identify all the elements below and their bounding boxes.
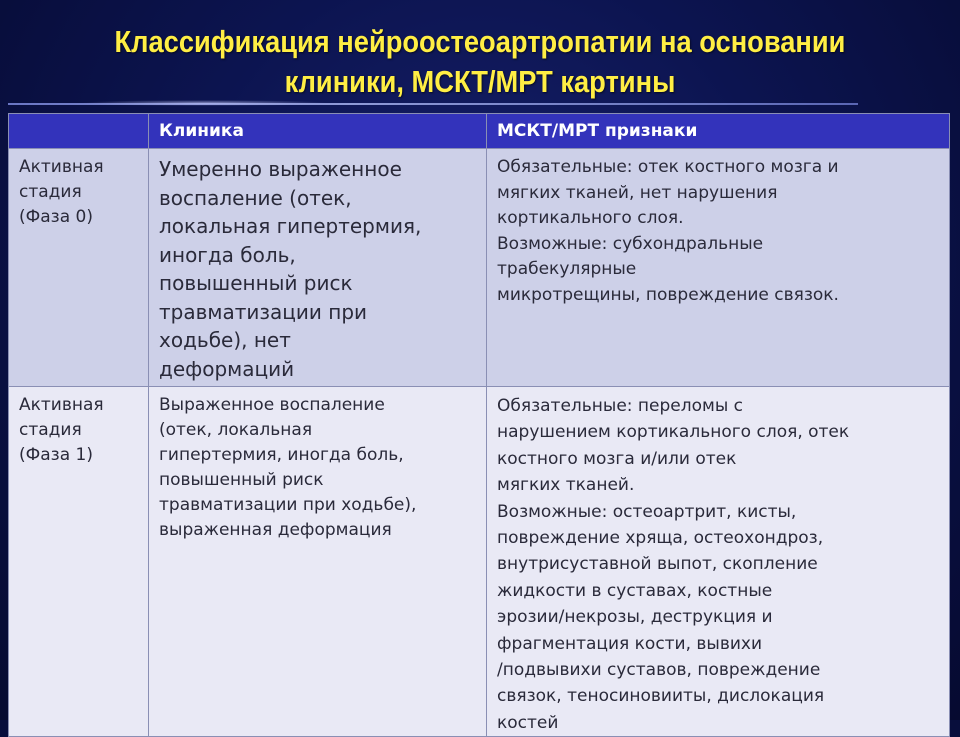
clinic-line: выраженная деформация bbox=[159, 520, 392, 540]
header-clinic: Клиника bbox=[149, 114, 487, 149]
signs-line: Возможные: остеоартрит, кисты, bbox=[497, 501, 797, 522]
clinic-line: травматизации при bbox=[159, 299, 368, 324]
signs-line: фрагментация кости, вывихи bbox=[497, 633, 763, 654]
table-row-phase-1 bbox=[9, 387, 950, 737]
header-signs: МСКТ/МРТ признаки bbox=[487, 114, 950, 149]
signs-line: костного мозга и/или отек bbox=[497, 448, 737, 469]
signs-line: мягких тканей, нет нарушения bbox=[497, 182, 778, 203]
stage-line: Активная bbox=[19, 157, 104, 177]
signs-line: костей bbox=[497, 712, 559, 733]
header-stage bbox=[9, 114, 149, 149]
slide-title bbox=[58, 22, 903, 102]
title-divider-glow bbox=[80, 100, 330, 106]
table-header-row bbox=[9, 114, 950, 149]
signs-line: трабекулярные bbox=[497, 259, 637, 279]
stage-cell bbox=[9, 387, 149, 737]
stage-line: стадия bbox=[19, 420, 82, 440]
signs-line: повреждение хряща, остеохондроз, bbox=[497, 528, 824, 549]
signs-line: микротрещины, повреждение связок. bbox=[497, 284, 839, 305]
clinic-cell bbox=[149, 149, 487, 387]
clinic-line: деформаций bbox=[159, 356, 295, 381]
signs-line: кортикального слоя. bbox=[497, 208, 684, 228]
signs-line: Обязательные: отек костного мозга и bbox=[497, 157, 839, 177]
stage-line: стадия bbox=[19, 182, 82, 202]
signs-line: жидкости в суставах, костные bbox=[497, 580, 773, 601]
signs-cell bbox=[487, 387, 950, 737]
clinic-line: повышенный риск bbox=[159, 271, 353, 295]
classification-table bbox=[8, 113, 950, 737]
signs-cell bbox=[487, 149, 950, 387]
clinic-line: (отек, локальная bbox=[159, 420, 313, 440]
clinic-line: воспаление (отек, bbox=[159, 185, 352, 210]
stage-line: Активная bbox=[19, 395, 104, 415]
clinic-line: Умеренно выраженное bbox=[159, 157, 402, 181]
table-row-phase-0 bbox=[9, 149, 950, 387]
signs-line: мягких тканей. bbox=[497, 475, 635, 496]
clinic-line: ходьбе), нет bbox=[159, 328, 291, 352]
stage-line: (Фаза 1) bbox=[19, 445, 93, 465]
clinic-line: локальная гипертермия, bbox=[159, 214, 422, 238]
signs-line: /подвывихи суставов, повреждение bbox=[497, 660, 821, 681]
signs-line: связок, теносиновииты, дислокация bbox=[497, 686, 825, 707]
stage-line: (Фаза 0) bbox=[19, 207, 93, 227]
clinic-cell bbox=[149, 387, 487, 737]
clinic-line: иногда боль, bbox=[159, 242, 296, 267]
clinic-line: Выраженное воспаление bbox=[159, 395, 385, 415]
signs-line: нарушением кортикального слоя, отек bbox=[497, 422, 850, 443]
signs-line: эрозии/некрозы, деструкция и bbox=[497, 607, 773, 628]
signs-line: внутрисуставной выпот, скопление bbox=[497, 554, 818, 575]
clinic-line: травматизации при ходьбе), bbox=[159, 495, 417, 515]
clinic-line: гипертермия, иногда боль, bbox=[159, 445, 404, 465]
signs-line: Обязательные: переломы с bbox=[497, 396, 744, 416]
signs-line: Возможные: субхондральные bbox=[497, 233, 764, 254]
title-line-1: Классификация нейроостеоартропатии на основании bbox=[114, 24, 846, 59]
clinic-line: повышенный риск bbox=[159, 470, 324, 490]
stage-cell bbox=[9, 149, 149, 387]
title-line-2: клиники, МСКТ/МРТ картины bbox=[284, 64, 676, 99]
